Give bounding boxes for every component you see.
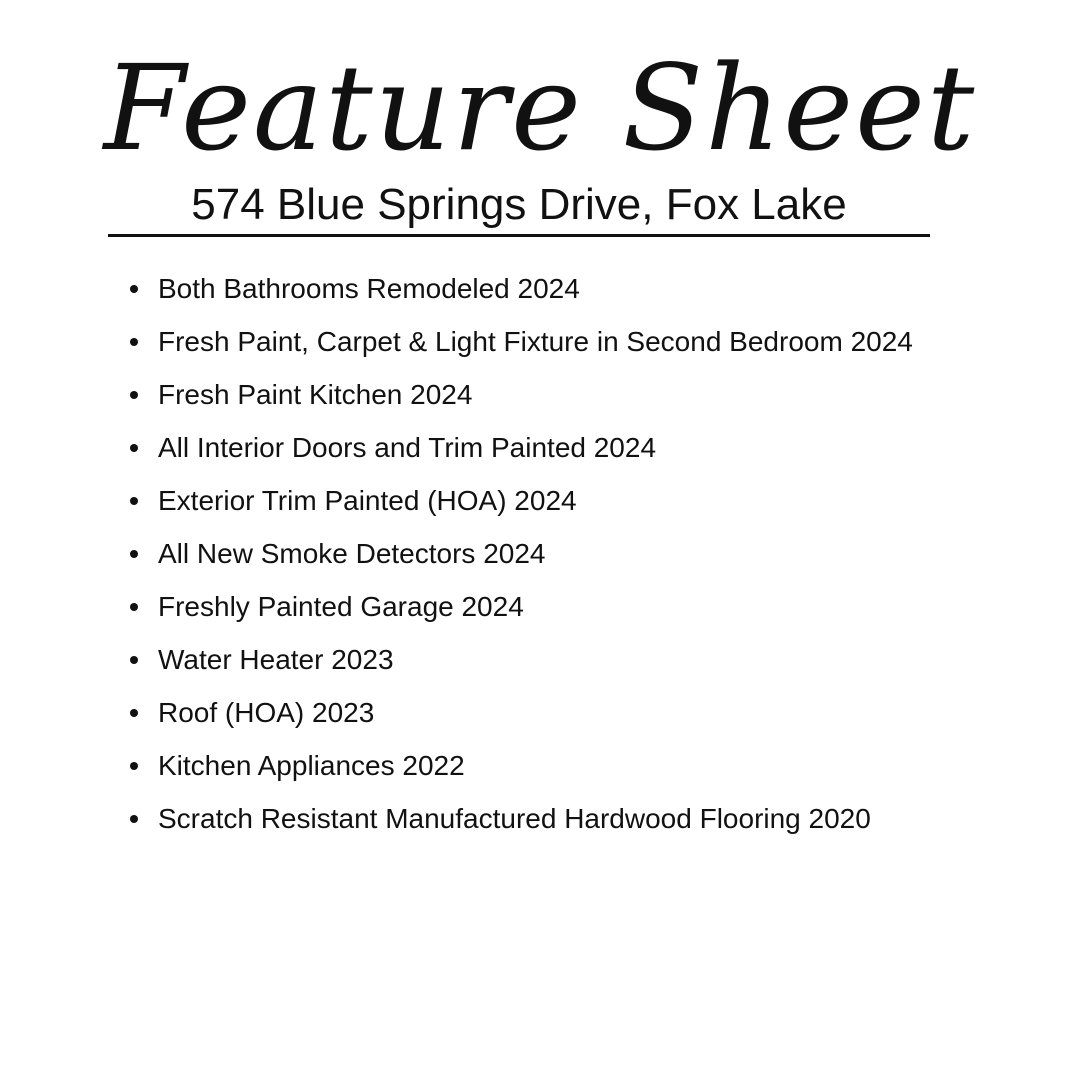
feature-item (130, 686, 913, 739)
bullet-icon (130, 391, 138, 399)
feature-item (130, 421, 913, 474)
feature-text: Scratch Resistant Manufactured Hardwood Flooring 2020 (158, 803, 871, 834)
feature-item (130, 262, 913, 315)
feature-text: All Interior Doors and Trim Painted 2024 (158, 432, 657, 463)
bullet-icon (130, 285, 138, 293)
feature-item (130, 527, 913, 580)
feature-text: All New Smoke Detectors 2024 (158, 538, 546, 569)
property-address: 574 Blue Springs Drive, Fox Lake (191, 180, 847, 229)
bullet-icon (130, 603, 138, 611)
feature-text: Fresh Paint, Carpet & Light Fixture in Second Bedroom 2024 (158, 326, 913, 357)
feature-text: Freshly Painted Garage 2024 (158, 591, 524, 622)
feature-item (130, 792, 913, 845)
bullet-icon (130, 815, 138, 823)
feature-item (130, 739, 913, 792)
feature-text: Water Heater 2023 (158, 644, 394, 675)
bullet-icon (130, 656, 138, 664)
bullet-icon (130, 762, 138, 770)
bullet-icon (130, 709, 138, 717)
feature-item (130, 580, 913, 633)
page-title: Feature Sheet (103, 39, 977, 177)
feature-text: Both Bathrooms Remodeled 2024 (158, 273, 580, 304)
bullet-icon (130, 497, 138, 505)
bullet-icon (130, 338, 138, 346)
divider-line (108, 234, 930, 237)
feature-list (130, 262, 913, 845)
feature-text: Exterior Trim Painted (HOA) 2024 (158, 485, 577, 516)
feature-text: Kitchen Appliances 2022 (158, 750, 465, 781)
feature-item (130, 633, 913, 686)
bullet-icon (130, 444, 138, 452)
feature-item (130, 315, 913, 368)
feature-item (130, 368, 913, 421)
bullet-icon (130, 550, 138, 558)
feature-text: Roof (HOA) 2023 (158, 697, 375, 728)
feature-text: Fresh Paint Kitchen 2024 (158, 379, 473, 410)
feature-item (130, 474, 913, 527)
